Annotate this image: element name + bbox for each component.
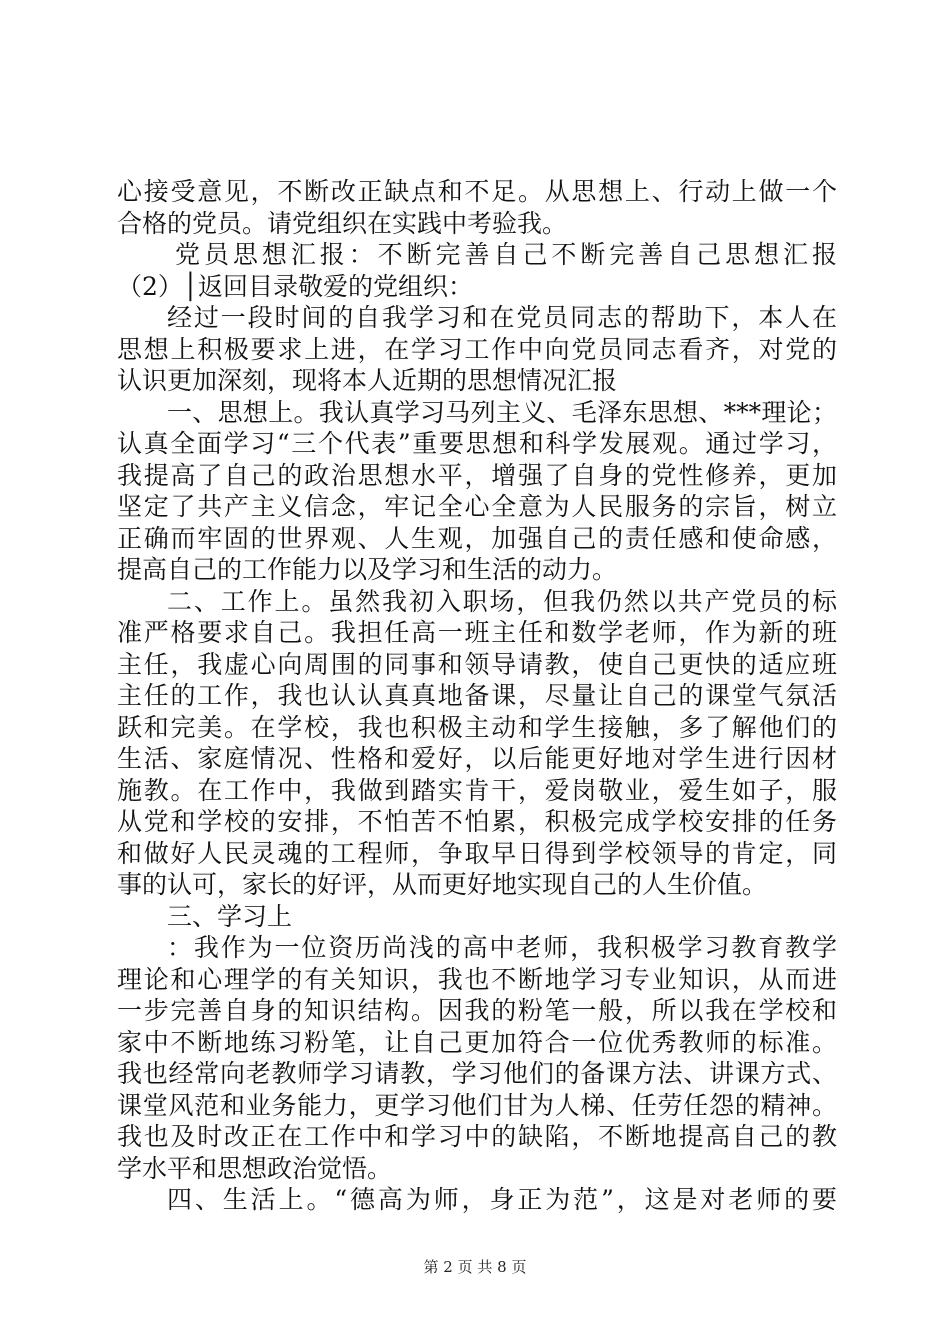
text-line: 从党和学校的安排，不怕苦不怕累，积极完成学校安排的任务 (117, 807, 837, 836)
document-body (117, 176, 837, 1216)
text-line: 正确而牢固的世界观、人生观，加强自己的责任感和使命感， (117, 523, 837, 553)
text-line: 主任，我虚心向周围的同事和领导请教，使自己更快的适应班 (117, 649, 837, 679)
text-line: 思想上积极要求上进，在学习工作中向党员同志看齐，对党的 (117, 334, 837, 364)
paragraph-start-line: 一、思想上。我认真学习马列主义、毛泽东思想、***理论； (167, 397, 837, 427)
text-line: 提高自己的工作能力以及学习和生活的动力。 (117, 555, 618, 584)
paragraph-start-line: 经过一段时间的自我学习和在党员同志的帮助下，本人在 (167, 303, 837, 332)
text-line: （2）│返回目录敬爱的党组织： (117, 271, 473, 301)
text-line: 学水平和思想政治觉悟。 (117, 1153, 393, 1183)
text-line: 坚定了共产主义信念，牢记全心全意为人民服务的宗旨，树立 (117, 492, 837, 521)
text-line: 我也经常向老教师学习请教，学习他们的备课方法、讲课方式、 (117, 1059, 837, 1088)
paragraph-start-line: 四、生活上。“德高为师，身正为范”，这是对老师的要 (167, 1185, 837, 1214)
section-heading-line: 三、学习上 (167, 901, 293, 931)
paragraph-start-line: ：我作为一位资历尚浅的高中老师，我积极学习教育教学 (167, 933, 837, 962)
text-line: 准严格要求自己。我担任高一班主任和数学老师，作为新的班 (117, 618, 837, 647)
text-line: 认真全面学习“三个代表”重要思想和科学发展观。通过学习， (117, 429, 837, 458)
text-line: 家中不断地练习粉笔，让自己更加符合一位优秀教师的标准。 (117, 1027, 837, 1057)
text-line: 跃和完美。在学校，我也积极主动和学生接触，多了解他们的 (117, 712, 837, 742)
text-line: 理论和心理学的有关知识，我也不断地学习专业知识，从而进 (117, 964, 837, 994)
paragraph-start-line: 二、工作上。虽然我初入职场，但我仍然以共产党员的标 (167, 586, 837, 616)
text-line: 我也及时改正在工作中和学习中的缺陷，不断地提高自己的教 (117, 1122, 837, 1151)
text-line: 课堂风范和业务能力，更学习他们甘为人梯、任劳任怨的精神。 (117, 1090, 837, 1120)
text-line: 心接受意见，不断改正缺点和不足。从思想上、行动上做一个 (117, 177, 837, 206)
text-line: 生活、家庭情况、性格和爱好，以后能更好地对学生进行因材 (117, 744, 837, 773)
text-line: 施教。在工作中，我做到踏实肯干，爱岗敬业，爱生如子，服 (117, 775, 837, 805)
page-number-footer: 第 2 页 共 8 页 (423, 1258, 527, 1276)
text-line: 和做好人民灵魂的工程师，争取早日得到学校领导的肯定，同 (117, 838, 837, 868)
text-line: 我提高了自己的政治思想水平，增强了自身的党性修养，更加 (117, 460, 837, 490)
text-line: 事的认可，家长的好评，从而更好地实现自己的人生价值。 (117, 870, 768, 899)
text-line: 合格的党员。请党组织在实践中考验我。 (117, 208, 568, 238)
section-heading-line: 党员思想汇报：不断完善自己不断完善自己思想汇报 (175, 240, 837, 269)
text-line: 主任的工作，我也认认真真地备课，尽量让自己的课堂气氛活 (117, 681, 837, 710)
text-line: 一步完善自身的知识结构。因我的粉笔一般，所以我在学校和 (117, 996, 837, 1025)
text-line: 认识更加深刻，现将本人近期的思想情况汇报 (117, 366, 618, 395)
